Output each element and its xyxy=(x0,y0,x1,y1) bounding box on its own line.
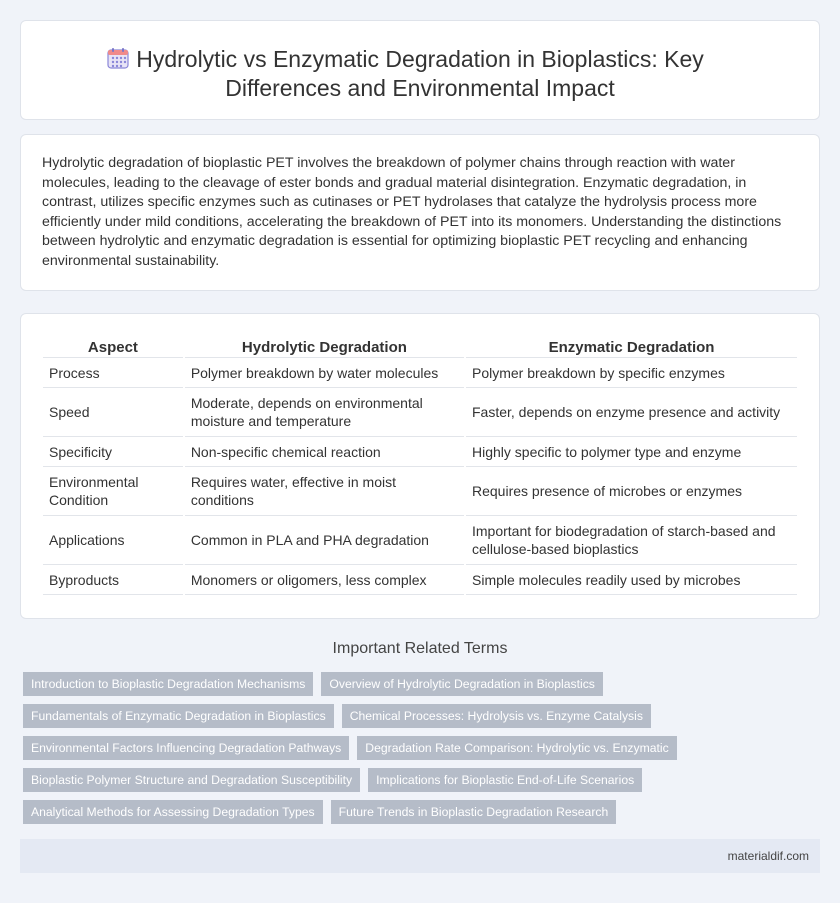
table-cell: Monomers or oligomers, less complex xyxy=(185,565,464,595)
table-cell: Simple molecules readily used by microbes xyxy=(466,565,797,595)
related-term-link[interactable]: Degradation Rate Comparison: Hydrolytic vs. Enzymatic xyxy=(357,736,676,760)
related-term-link[interactable]: Chemical Processes: Hydrolysis vs. Enzyme Catalysis xyxy=(342,704,651,728)
intro-card xyxy=(20,134,820,291)
table-cell: Environmental Condition xyxy=(43,467,183,516)
header-enzymatic: Enzymatic Degradation xyxy=(466,334,797,358)
related-term-link[interactable]: Bioplastic Polymer Structure and Degradation Susceptibility xyxy=(23,768,360,792)
related-term-link[interactable]: Analytical Methods for Assessing Degradation Types xyxy=(23,800,323,824)
table-cell: Requires water, effective in moist conditions xyxy=(185,467,464,516)
table-row xyxy=(43,358,797,388)
table-cell: Highly specific to polymer type and enzyme xyxy=(466,437,797,467)
header-aspect: Aspect xyxy=(43,334,183,358)
page-title: Hydrolytic vs Enzymatic Degradation in Bioplastics: Key Differences and Environmental Impact xyxy=(136,46,704,101)
header-card xyxy=(20,20,820,120)
related-term-link[interactable]: Implications for Bioplastic End-of-Life Scenarios xyxy=(368,768,642,792)
table-cell: Speed xyxy=(43,388,183,437)
table-cell: Byproducts xyxy=(43,565,183,595)
table-cell: Requires presence of microbes or enzymes xyxy=(466,467,797,516)
related-terms-title: Important Related Terms xyxy=(332,640,508,657)
table-header-row xyxy=(43,334,797,358)
table-row xyxy=(43,388,797,437)
table-cell: Polymer breakdown by specific enzymes xyxy=(466,358,797,388)
intro-paragraph: Hydrolytic degradation of bioplastic PET involves the breakdown of polymer chains through reaction with water molecules, leading to the cleavage of ester bonds and gradual material disintegration. Enzymatic degradation, in contrast, utilizes specific enzymes such as cutinases or PET hydrolases that catalyze the hydrolysis process more efficiently under mild conditions, accelerating the breakdown of PET into its monomers. Understanding the distinctions between hydrolytic and enzymatic degradation is essential for optimizing bioplastic PET recycling and enhancing environmental sustainability. xyxy=(42,155,782,269)
table-cell: Faster, depends on enzyme presence and activity xyxy=(466,388,797,437)
table-cell: Process xyxy=(43,358,183,388)
footer xyxy=(20,839,820,873)
related-term-link[interactable]: Environmental Factors Influencing Degradation Pathways xyxy=(23,736,349,760)
table-cell: Applications xyxy=(43,516,183,565)
table-cell: Specificity xyxy=(43,437,183,467)
table-cell: Non-specific chemical reaction xyxy=(185,437,464,467)
comparison-table xyxy=(41,334,799,595)
related-term-link[interactable]: Introduction to Bioplastic Degradation Mechanisms xyxy=(23,672,313,696)
table-row xyxy=(43,437,797,467)
table-cell: Polymer breakdown by water molecules xyxy=(185,358,464,388)
table-row xyxy=(43,516,797,565)
comparison-card xyxy=(20,313,820,619)
site-link[interactable]: materialdif.com xyxy=(727,849,809,863)
header-hydrolytic: Hydrolytic Degradation xyxy=(185,334,464,358)
table-cell: Important for biodegradation of starch-based and cellulose-based bioplastics xyxy=(466,516,797,565)
related-term-link[interactable]: Future Trends in Bioplastic Degradation Research xyxy=(331,800,617,824)
table-cell: Moderate, depends on environmental moisture and temperature xyxy=(185,388,464,437)
related-term-link[interactable]: Fundamentals of Enzymatic Degradation in Bioplastics xyxy=(23,704,334,728)
related-terms-list xyxy=(23,672,823,832)
table-row xyxy=(43,565,797,595)
table-cell: Common in PLA and PHA degradation xyxy=(185,516,464,565)
related-term-link[interactable]: Overview of Hydrolytic Degradation in Bioplastics xyxy=(321,672,603,696)
table-row xyxy=(43,467,797,516)
